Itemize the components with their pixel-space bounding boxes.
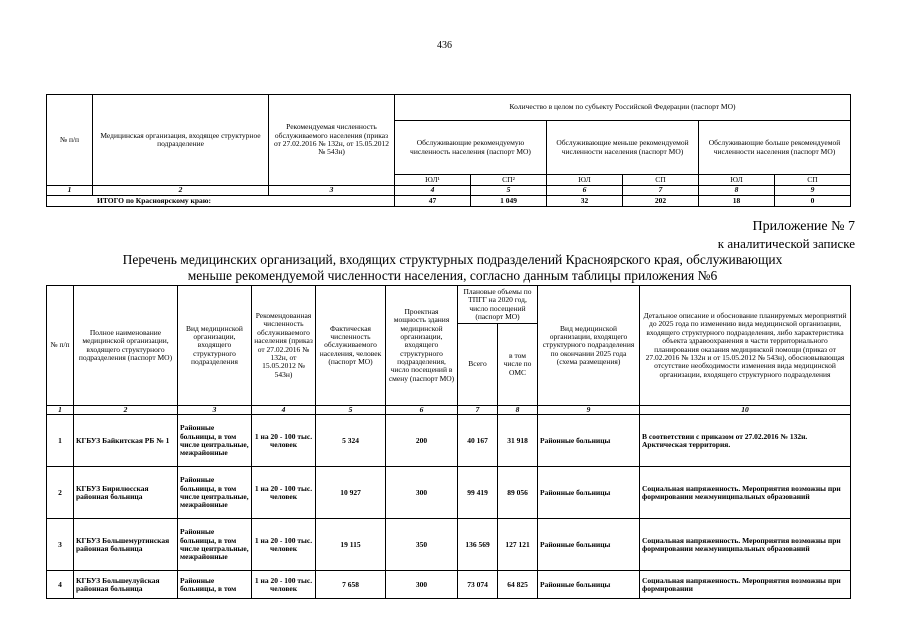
row-recommended: 1 на 20 - 100 тыс. человек	[252, 519, 316, 571]
column-number: 7	[458, 406, 498, 415]
row-name: КГБУЗ Бирилюсская районная больница	[74, 467, 178, 519]
header-group-recommended: Обслуживающие рекомендуемую численность населения (паспорт МО)	[395, 121, 547, 175]
row-plan-all: 40 167	[458, 415, 498, 467]
column-number: 1	[47, 186, 93, 196]
header-plan: Плановые объемы по ТПГГ на 2020 год, число посещений (паспорт МО)	[458, 286, 538, 324]
row-actual: 7 658	[316, 571, 386, 599]
row-description: Социальная напряженность. Мероприятия возможны при формировании межмуниципальных образований	[640, 467, 851, 519]
sub-header: СП	[623, 175, 699, 186]
header-description: Детальное описание и обоснование планируемых мероприятий до 2025 года по изменению вида медицинской организации, входящего структурного подразделения, либо характеристика объекта здравоохранения в части территориального планирования оказания медицинской помощи (приказ от 27.02.2016 № 132н и от 15.05.2012 № 543н), обосновывающая отсутствие необходимости изменения вида медицинской организации, входящего структурного подразделения	[640, 286, 851, 406]
header-capacity: Проектная мощность здания медицинской организации, входящего структурного подразделения, число посещений в смену (паспорт МО)	[386, 286, 458, 406]
main-table-wrapper	[46, 285, 854, 637]
row-capacity: 200	[386, 415, 458, 467]
header-group-more: Обслуживающие больше рекомендуемой численности населения (паспорт МО)	[699, 121, 851, 175]
header-plan-all: Всего	[458, 324, 498, 406]
table-row	[47, 415, 851, 467]
total-label: ИТОГО по Красноярскому краю:	[47, 196, 395, 207]
row-plan-oms: 89 056	[498, 467, 538, 519]
total-value: 1 049	[471, 196, 547, 207]
column-number: 9	[538, 406, 640, 415]
row-recommended: 1 на 20 - 100 тыс. человек	[252, 571, 316, 599]
row-plan-all: 136 569	[458, 519, 498, 571]
total-value: 32	[547, 196, 623, 207]
column-number: 5	[316, 406, 386, 415]
header-norm: Рекомендуемая численность обслуживаемого населения (приказ от 27.02.2016 № 132н, от 15.05.2012 № 543н)	[269, 95, 395, 186]
header-group-less: Обслуживающие меньше рекомендуемой численности населения (паспорт МО)	[547, 121, 699, 175]
row-num: 2	[47, 467, 74, 519]
main-table	[46, 285, 851, 599]
row-capacity: 300	[386, 571, 458, 599]
header-recommended: Рекомендованная численность обслуживаемого населения (приказ от 27.02.2016 № 132н, от 15.05.2012 № 543н)	[252, 286, 316, 406]
header-total: Количество в целом по субъекту Российской Федерации (паспорт МО)	[395, 95, 851, 121]
column-number: 8	[498, 406, 538, 415]
sub-header: ЮЛ¹	[395, 175, 471, 186]
column-number: 2	[93, 186, 269, 196]
sub-header: ЮЛ	[547, 175, 623, 186]
row-type: Районные больницы, в том числе центральные, межрайонные	[178, 467, 252, 519]
appendix-title: Приложение № 7	[752, 219, 855, 234]
row-name: КГБУЗ Большемуртинская районная больница	[74, 519, 178, 571]
row-actual: 10 927	[316, 467, 386, 519]
table-row	[47, 467, 851, 519]
column-number: 10	[640, 406, 851, 415]
row-num: 4	[47, 571, 74, 599]
row-type-2025: Районные больницы	[538, 467, 640, 519]
column-number: 9	[775, 186, 851, 196]
column-number: 3	[178, 406, 252, 415]
total-value: 18	[699, 196, 775, 207]
header-num: № п/п	[47, 95, 93, 186]
header-plan-oms: в том числе по ОМС	[498, 324, 538, 406]
header-type-2025: Вид медицинской организации, входящего структурного подразделения по окончании 2025 года (схема размещения)	[538, 286, 640, 406]
heading-line-1: Перечень медицинских организаций, входящих структурных подразделений Красноярского края, обслуживающих	[122, 252, 783, 267]
summary-table	[46, 94, 851, 207]
column-number: 5	[471, 186, 547, 196]
row-type: Районные больницы, в том числе центральные, межрайонные	[178, 519, 252, 571]
row-plan-all: 99 419	[458, 467, 498, 519]
header-actual: Фактическая численность обслуживаемого населения, человек (паспорт МО)	[316, 286, 386, 406]
total-value: 202	[623, 196, 699, 207]
row-description: В соответствии с приказом от 27.02.2016 № 132н. Арктическая территория.	[640, 415, 851, 467]
row-recommended: 1 на 20 - 100 тыс. человек	[252, 467, 316, 519]
appendix-subtitle: к аналитической записке	[717, 236, 855, 251]
column-number: 4	[395, 186, 471, 196]
column-number: 4	[252, 406, 316, 415]
header-name: Полное наименование медицинской организации, входящего структурного подразделения (паспорт МО)	[74, 286, 178, 406]
row-capacity: 300	[386, 467, 458, 519]
row-type-2025: Районные больницы	[538, 519, 640, 571]
row-recommended: 1 на 20 - 100 тыс. человек	[252, 415, 316, 467]
column-number: 2	[74, 406, 178, 415]
row-type: Районные больницы, в том числе центральные, межрайонные	[178, 415, 252, 467]
header-type: Вид медицинской организации, входящего структурного подразделения	[178, 286, 252, 406]
row-name: КГБУЗ Большеулуйская районная больница	[74, 571, 178, 599]
row-type-2025: Районные больницы	[538, 415, 640, 467]
row-type: Районные больницы, в том	[178, 571, 252, 599]
column-number: 7	[623, 186, 699, 196]
row-plan-all: 73 074	[458, 571, 498, 599]
header-org: Медицинская организация, входящее структурное подразделение	[93, 95, 269, 186]
row-num: 1	[47, 415, 74, 467]
row-plan-oms: 127 121	[498, 519, 538, 571]
column-number: 8	[699, 186, 775, 196]
total-value: 47	[395, 196, 471, 207]
column-number: 6	[547, 186, 623, 196]
column-number: 6	[386, 406, 458, 415]
table-row	[47, 519, 851, 571]
page-number: 436	[437, 40, 452, 51]
total-value: 0	[775, 196, 851, 207]
sub-header: СП²	[471, 175, 547, 186]
column-number: 1	[47, 406, 74, 415]
row-plan-oms: 64 825	[498, 571, 538, 599]
row-description: Социальная напряженность. Мероприятия возможны при формировании	[640, 571, 851, 599]
row-actual: 5 324	[316, 415, 386, 467]
row-actual: 19 115	[316, 519, 386, 571]
heading-line-2: меньше рекомендуемой численности населения, согласно данным таблицы приложения №6	[187, 268, 718, 283]
row-description: Социальная напряженность. Мероприятия возможны при формировании межмуниципальных образований	[640, 519, 851, 571]
sub-header: ЮЛ	[699, 175, 775, 186]
sub-header: СП	[775, 175, 851, 186]
row-num: 3	[47, 519, 74, 571]
row-name: КГБУЗ Байкитская РБ № 1	[74, 415, 178, 467]
row-type-2025: Районные больницы	[538, 571, 640, 599]
row-plan-oms: 31 918	[498, 415, 538, 467]
row-capacity: 350	[386, 519, 458, 571]
header-num: № п/п	[47, 286, 74, 406]
column-number: 3	[269, 186, 395, 196]
table-row	[47, 571, 851, 599]
